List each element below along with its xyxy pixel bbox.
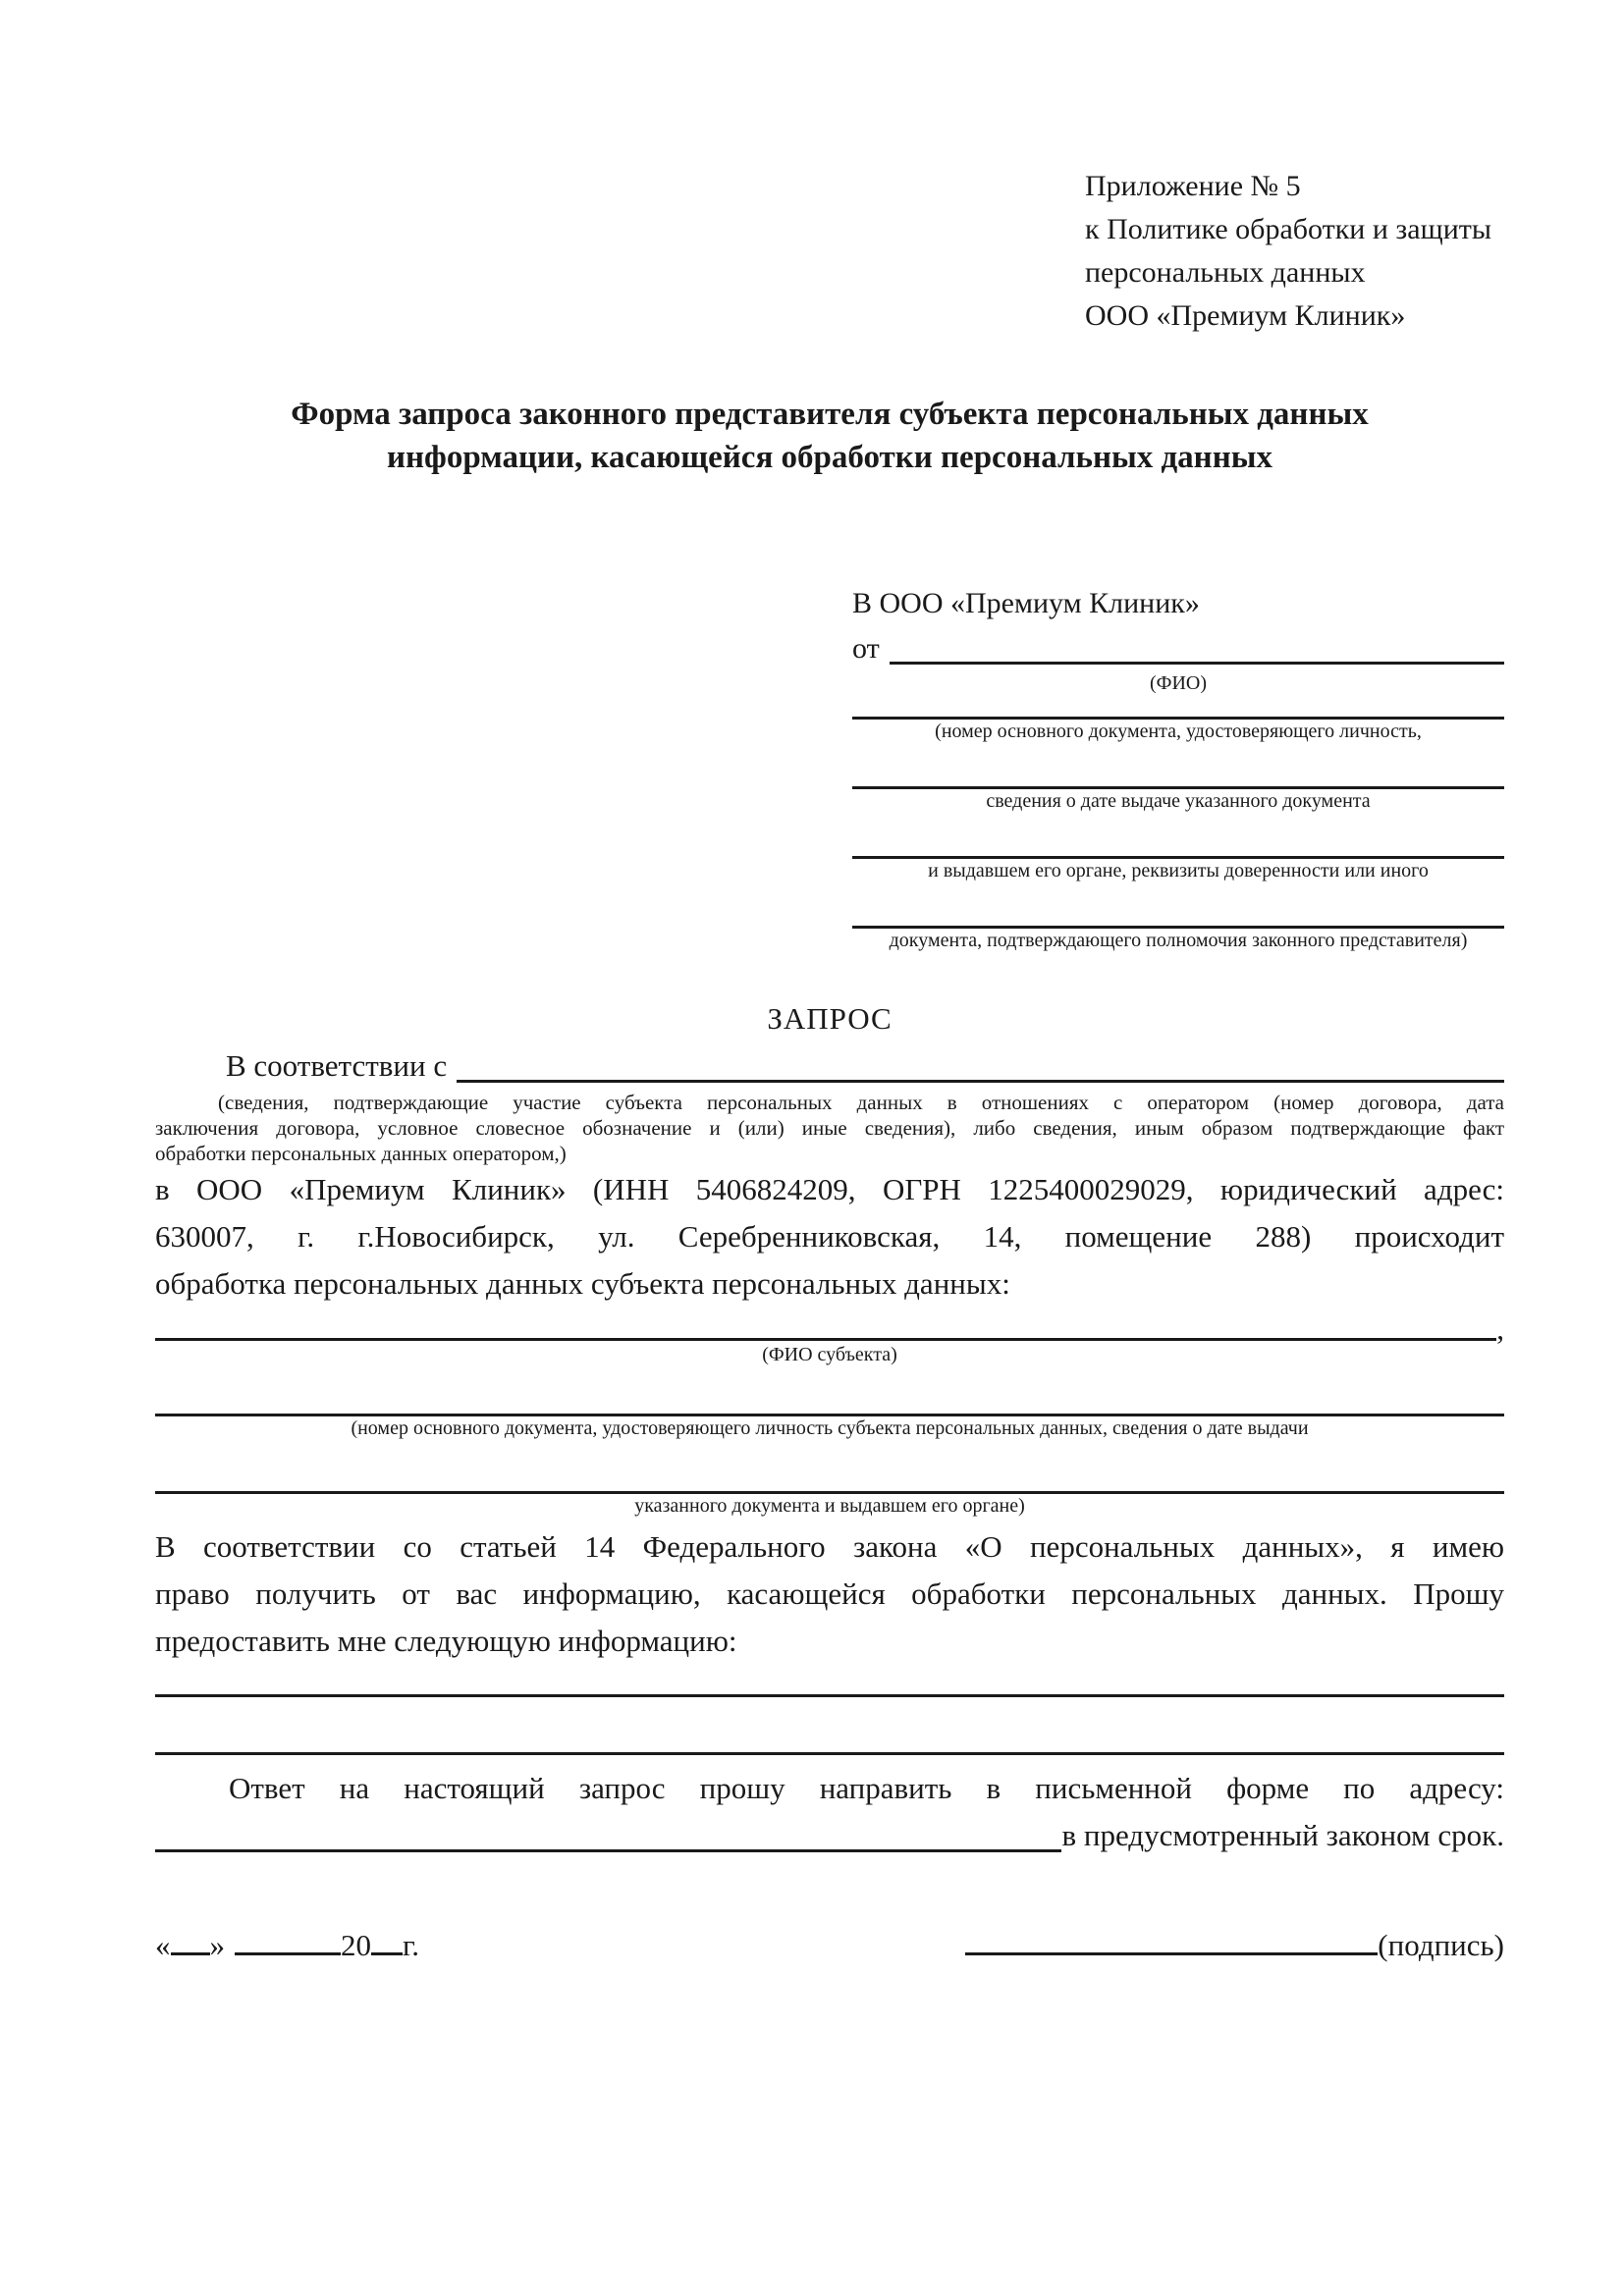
representative-doc-field <box>852 695 1504 743</box>
paragraph-line: предоставить мне следующую информацию: <box>155 1624 737 1658</box>
subject-doc-line-1 <box>155 1366 1504 1416</box>
subject-doc-caption-2: указанного документа и выдавшем его органе) <box>634 1495 1025 1517</box>
document-title <box>155 393 1504 479</box>
addressee-block <box>852 581 1504 952</box>
caption-line: (сведения, подтверждающие участие субъекта персональных данных в отношениях с оператором (номер договора, дата <box>218 1091 1504 1114</box>
paragraph-line: 630007, г. г.Новосибирск, ул. Серебренниковская, 14, помещение 288) происходит <box>155 1219 1504 1254</box>
date-year-prefix: 20 <box>341 1928 371 1962</box>
paragraph-line: обработка персональных данных субъекта персональных данных: <box>155 1266 1010 1301</box>
info-blank-line-1 <box>155 1665 1504 1697</box>
reply-paragraph <box>155 1765 1504 1859</box>
field-caption: (номер основного документа, удостоверяющего личность, <box>935 721 1422 742</box>
representative-doc-field <box>852 743 1504 813</box>
field-caption: сведения о дате выдаче указанного документа <box>986 790 1371 812</box>
appendix-line: персональных данных <box>1085 256 1366 289</box>
reply-fill-line <box>155 1812 1061 1852</box>
request-heading: ЗАПРОС <box>767 1001 893 1036</box>
signature-caption: (подпись) <box>1378 1928 1504 1962</box>
reply-suffix: в предусмотренный законом срок. <box>1061 1818 1504 1852</box>
date-field <box>155 1922 419 1969</box>
subject-fio-line <box>155 1315 1496 1341</box>
intro-fill-line <box>457 1042 1504 1083</box>
reply-line-1: Ответ на настоящий запрос прошу направить в письменной форме по адресу: <box>229 1771 1504 1805</box>
date-day-blank <box>171 1923 210 1955</box>
from-row <box>852 626 1504 671</box>
subject-doc-caption-1: (номер основного документа, удостоверяющего личность субъекта персональных данных, сведения о дате выдачи <box>351 1417 1309 1439</box>
title-line: информации, касающейся обработки персональных данных <box>387 440 1272 475</box>
appendix-block <box>1085 0 1504 338</box>
date-open-quote: « <box>155 1928 171 1962</box>
operator-paragraph <box>155 1166 1504 1308</box>
intro-row <box>155 1042 1504 1090</box>
field-caption: документа, подтверждающего полномочия законного представителя) <box>889 930 1468 951</box>
field-caption: и выдавшем его органе, реквизиты доверенности или иного <box>928 860 1429 881</box>
appendix-line: ООО «Премиум Клиник» <box>1085 299 1406 332</box>
intro-caption-paragraph <box>155 1090 1504 1166</box>
representative-doc-field <box>852 882 1504 952</box>
from-label: от <box>852 632 880 665</box>
appendix-line: Приложение № 5 <box>1085 170 1301 202</box>
fio-caption: (ФИО) <box>1149 672 1207 694</box>
representative-doc-field <box>852 813 1504 882</box>
appendix-line: к Политике обработки и защиты <box>1085 213 1492 245</box>
subject-fio-comma: , <box>1496 1311 1504 1346</box>
date-year-blank <box>371 1923 403 1955</box>
field-fill-line <box>852 813 1504 859</box>
paragraph-line: В соответствии со статьей 14 Федерального закона «О персональных данных», я имею <box>155 1529 1504 1564</box>
caption-line: заключения договора, условное словесное обозначение и (или) иные сведения), либо сведения, иным образом подтверждающие факт <box>155 1116 1504 1140</box>
field-fill-line <box>852 695 1504 720</box>
paragraph-line: право получить от вас информацию, касающейся обработки персональных данных. Прошу <box>155 1576 1504 1611</box>
intro-prefix: В соответствии с <box>226 1048 448 1083</box>
subject-fio-caption: (ФИО субъекта) <box>762 1344 897 1365</box>
title-line: Форма запроса законного представителя субъекта персональных данных <box>291 397 1369 432</box>
date-close-quote: » <box>209 1928 225 1962</box>
subject-doc-line-2 <box>155 1440 1504 1494</box>
field-fill-line <box>852 882 1504 929</box>
signature-row <box>155 1922 1504 1969</box>
from-fill-line <box>890 626 1504 665</box>
law-paragraph <box>155 1523 1504 1665</box>
signature-line <box>965 1923 1378 1955</box>
caption-line: обработки персональных данных оператором,) <box>155 1142 567 1165</box>
addressee-organization: В ООО «Премиум Клиник» <box>852 587 1200 619</box>
signature-field <box>965 1922 1504 1969</box>
info-blank-line-2 <box>155 1697 1504 1755</box>
subject-fio-row <box>155 1311 1504 1346</box>
date-month-blank <box>235 1923 341 1955</box>
paragraph-line: в ООО «Премиум Клиник» (ИНН 5406824209, ОГРН 1225400029029, юридический адрес: <box>155 1172 1504 1206</box>
reply-row <box>155 1812 1504 1859</box>
field-fill-line <box>852 743 1504 789</box>
date-year-suffix: г. <box>403 1928 419 1962</box>
